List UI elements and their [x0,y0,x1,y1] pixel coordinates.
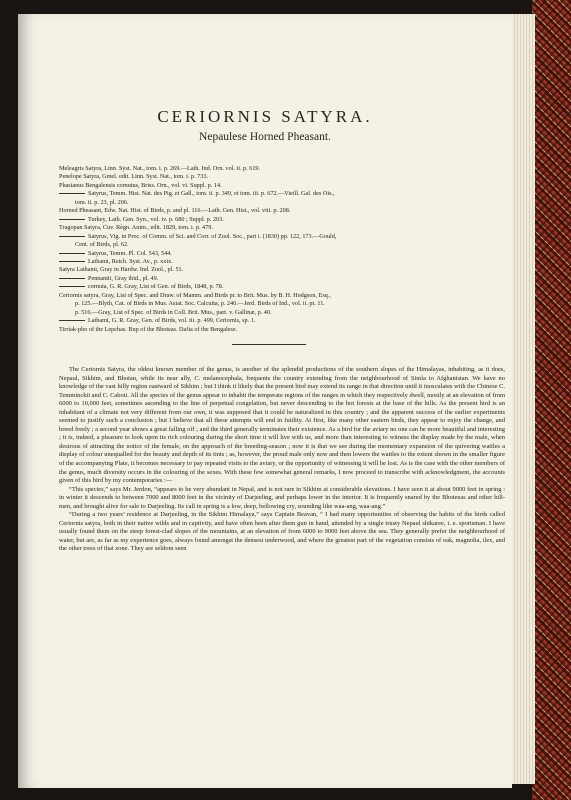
book-binding-edge [532,0,571,800]
page-stack-edge [509,14,535,784]
synonymy-line [59,275,499,283]
synonymy-line [59,283,499,291]
synonymy-line [59,216,499,224]
page-title: CERIORNIS SATYRA. [157,107,373,126]
synonymy-list [59,165,499,334]
synonymy-text: cornuta, G. R. Gray, List of Gen. of Birds, 1848, p. 78. [88,283,224,291]
ditto-rule [59,320,85,321]
synonymy-line [59,233,499,241]
synonymy-text: Tirriak-pho of the Lepchas. Bup of the Bhoteas. Dafia of the Bengalese. [59,325,238,333]
body-paragraph: “During a two years’ residence at Darjeeling, in the Sikhim Himalaya,” says Captain Beavan, “ I had many opportunities of observing the habits of the birds called Ceriornis satyra, both in their native wilds and in captivity, and have often been after them gun in hand, attended by a single trusty Nepaul shikaree, i. e. sportsman. I have usually found them on the steep forest-clad slopes of the mountains, at an elevation of from 6000 to 9000 feet above the sea. They generally prefer the neighbourhood of water, but are, as far as my experience goes, always found amongst the densest underwood, and where the greatest part of the vegetation consists of oak, magnolia, ilex, and the other trees of that zone. They are seldom seen [59,511,505,553]
ditto-rule [59,278,85,279]
synonymy-line [59,182,499,190]
synonymy-text: p. 125.—Blyth, Cat. of Birds in Mus. Asiat. Soc. Calcutta, p. 240.—Jerd. Birds of Ind., vol. ii. pt. 11. [75,300,325,308]
synonymy-line [59,292,499,300]
synonymy-text: Horned Pheasant, Edw. Nat. Hist. of Birds, p. and pl. 116.—Lath. Gen. Hist., vol. viii. p. 208. [59,207,291,215]
synonymy-line [59,241,499,249]
synonymy-text: p. 516.—Gray, List of Spec. of Birds in Coll. Brit. Mus., part. v. Gallinæ, p. 40. [75,308,272,316]
synonymy-line [59,224,499,232]
page-subtitle: Nepaulese Horned Pheasant. [199,131,331,143]
synonymy-line [59,300,499,308]
ditto-rule [59,253,85,254]
body-text [59,366,505,554]
synonymy-line [59,207,499,215]
synonymy-text: Pennantii, Gray ibid., pl. 49. [88,274,159,282]
section-divider [232,344,306,345]
book-page [18,14,512,788]
synonymy-text: Penelope Satyra, Gmel. edit. Linn. Syst. Nat., tom. i. p. 733. [59,173,208,181]
synonymy-text: Satyrus, Vig. in Proc. of Comm. of Sci. and Corr. of Zool. Soc., part i. (1830) pp. 122, 173.—Gould, [88,232,337,240]
synonymy-line [59,250,499,258]
synonymy-text: Phasianus Bengalensis cornutus, Briss. Orn., vol. vi. Suppl. p. 14. [59,181,222,189]
synonymy-text: Satyra Lathami, Gray in Hardw. Ind. Zool., pl. 51. [59,266,184,274]
synonymy-line [59,165,499,173]
synonymy-text: Tragopan Satyra, Cuv. Règn. Anim., edit. 1829, tom. i. p. 479. [59,224,213,232]
ditto-rule [59,236,85,237]
ditto-rule [59,219,85,220]
synonymy-text: Lathami, G. R. Gray, Gen. of Birds, vol. iii. p. 499, Ceriornis, sp. 1. [88,317,256,325]
ditto-rule [59,193,85,194]
synonymy-line [59,190,499,198]
synonymy-text: Satyrus, Temm. Pl. Col. 543, 544. [88,249,172,257]
synonymy-text: Ceriornis satyra, Gray, List of Spec. and Draw. of Mamm. and Birds pr. to Brit. Mus. by B. H. Hodgson, Esq., [59,291,331,299]
synonymy-text: Turkey, Lath. Gen. Syn., vol. iv. p. 680 ; Suppl. p. 203. [88,215,224,223]
synonymy-text: Satyrus, Temm. Hist. Nat. des Pig. et Gall., tom. ii. p. 349, et tom. iii. p. 672.—Vieill. Gal. des Ois., [88,190,335,198]
synonymy-line [59,199,499,207]
synonymy-line [59,309,499,317]
synonymy-line [59,173,499,181]
synonymy-line [59,326,499,334]
ditto-rule [59,286,85,287]
synonymy-text: Cent. of Birds, pl. 62. [75,241,129,249]
body-paragraph: The Ceriornis Satyra, the oldest known member of the genus, is another of the splendid productions of the southern slopes of the Himalayas, inhabiting, as it does, Nepaul, Sikhim, and Bhotan, while its near ally, C. melanocephala, frequents the country extending from the neighbourhood of Simla to Afghanistan. We have no knowledge of the vast hilly region eastward of Sikhim ; but I think it likely that the present bird may extend its range in that direction until it inosculates with the Chinese C. Temminckii and C. Caboti. All the species of the genus appear to inhabit the temperate regions of the ranges in which they respectively dwell, mostly at an elevation of from 6000 to 10,000 feet, sometimes ascending to the line of perpetual congelation, but never descending to the hot forests at the base of the hills. As the present bird is an inhabitant of a climate not very different from our own, it was supposed that it could be naturalized in this country ; and the apparent success of the earlier experiments seemed to justify such a conclusion ; but I believe that all these attempts will end in futility. At first, like many other eastern birds, they appear to enjoy the change, and breed freely ; a second year shows a great falling off ; and the third generally terminates their existence. As a bird for the aviary no one can be more beautiful and interesting ; it is, indeed, a pleasure to look upon its rich colouring during the short time it will live with us, and more than interesting to witness the display made by the male, when desirous of attracting the notice of the female, on the approach of the breeding-season ; now it is that we see during the momentary expansion of the quivering wattles a display of colour unequalled for the beauty and depth of its tints ; as, however, the proud male only now and then lowers the wattles to the extent shown in the smaller figure of the accompanying Plate, it becomes necessary to pay repeated visits to the aviary, or the opportunity of witnessing it will be lost. As is the case with the other members of the genus, much diversity occurs in the colouring of the sexes. With these few somewhat general remarks, I now proceed to transcribe with acknowledgment, the accounts given of this bird by my contemporaries :— [59,366,505,485]
synonymy-text: tom. ii. p. 23, pl. 206. [75,198,129,206]
body-paragraph: “This species,” says Mr. Jerdon, “appears to be very abundant in Nepal, and is not rare in Sikhim at considerable elevations. I have seen it at about 9000 feet in spring : in winter it descends to between 7000 and 8000 feet in the vicinity of Darjeeling, and perhaps lower in the interior. It is frequently snared by the Bhoteeas and other hill-men, and brought alive for sale to Darjeeling. Its call in spring is a low, deep, bellowing cry, sounding like waa-ang, waa-ang.” [59,485,505,510]
synonymy-line [59,317,499,325]
synonymy-text: Meleagris Satyra, Linn. Syst. Nat., tom. i. p. 269.—Lath. Ind. Orn. vol. ii. p. 619. [59,165,261,172]
synonymy-line [59,266,499,274]
synonymy-text: Lathami, Reich. Syst. Av., p. xxix. [88,257,173,265]
synonymy-line [59,258,499,266]
ditto-rule [59,261,85,262]
